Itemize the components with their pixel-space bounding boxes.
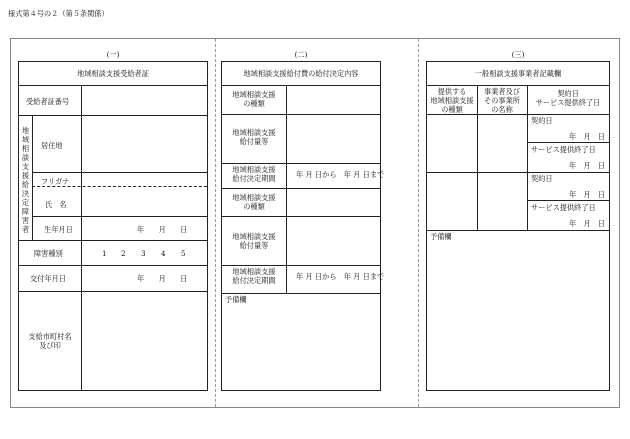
decision-period-value: 年 月 日から 年 月 日まで (296, 170, 385, 179)
issue-date-label: 交付年月日 (30, 274, 66, 283)
address-label: 居住地 (41, 141, 63, 150)
notes-label: 予備欄 (225, 295, 247, 304)
contract-date-value: 年 月 日 (569, 132, 605, 141)
name-label: 氏 名 (45, 200, 67, 209)
contract-date-label-2: 契約日 (531, 174, 553, 183)
fold-line-2 (418, 39, 419, 407)
furigana-label: フリガナ (41, 177, 70, 186)
recipient-number-label: 受給者証番号 (26, 97, 70, 106)
decision-period-label: 地域相談支援 給付決定期間 (232, 165, 276, 183)
benefit-amount-label-2: 地域相談支援 給付量等 (232, 232, 276, 250)
class-option: 3 (141, 249, 146, 258)
certificate-title: 地域相談支援受給者証 (77, 69, 149, 78)
decision-period-value-2: 年 月 日から 年 月 日まで (296, 272, 385, 281)
section-one-label: (一) (106, 50, 120, 59)
provider-entries-title: 一般相談支援事業者記載欄 (474, 69, 562, 78)
service-type-label-2: 地域相談支援 の種類 (232, 193, 276, 211)
class-option: 5 (181, 249, 186, 258)
issue-date-value: 年 月 日 (137, 274, 188, 283)
class-option: 2 (121, 249, 126, 258)
end-date-label: サービス提供終了日 (531, 145, 596, 154)
class-option: 4 (161, 249, 166, 258)
column-dates: 契約日 サービス提供終了日 (535, 89, 601, 107)
section-three-label: (三) (511, 50, 525, 59)
municipality-label: 支給市町村名 及び印 (28, 332, 72, 350)
benefit-decision (221, 61, 385, 391)
benefit-amount-label: 地域相談支援 給付量等 (232, 128, 276, 146)
class-option: 1 (102, 249, 107, 258)
notes-label-3: 予備欄 (430, 232, 452, 241)
end-date-label-2: サービス提供終了日 (531, 203, 596, 212)
dob-value: 年 月 日 (137, 225, 188, 234)
service-type-label: 地域相談支援 の種類 (232, 90, 276, 108)
beneficiary-side-label: 地域相談支援給決定障害者 (21, 126, 30, 234)
end-date-value: 年 月 日 (569, 161, 605, 170)
dob-label: 生年月日 (44, 225, 73, 234)
column-office-name: 事業者及び その事業所 の名称 (484, 87, 520, 114)
benefit-decision-title: 地域相談支援給付費の給付決定内容 (243, 69, 359, 78)
disability-class-label: 障害種別 (34, 249, 63, 258)
fold-line-1 (215, 39, 216, 407)
contract-date-value-2: 年 月 日 (569, 190, 605, 199)
provider-entries (426, 61, 610, 391)
end-date-value-2: 年 月 日 (569, 219, 605, 228)
decision-period-label-2: 地域相談支援 給付決定期間 (232, 267, 276, 285)
form-number: 様式第４号の２（第５条関係） (8, 9, 109, 18)
contract-date-label: 契約日 (531, 116, 553, 125)
section-two-label: (二) (294, 50, 308, 59)
recipient-certificate (18, 61, 208, 391)
column-service-type: 提供する 地域相談支援 の種類 (430, 87, 474, 114)
